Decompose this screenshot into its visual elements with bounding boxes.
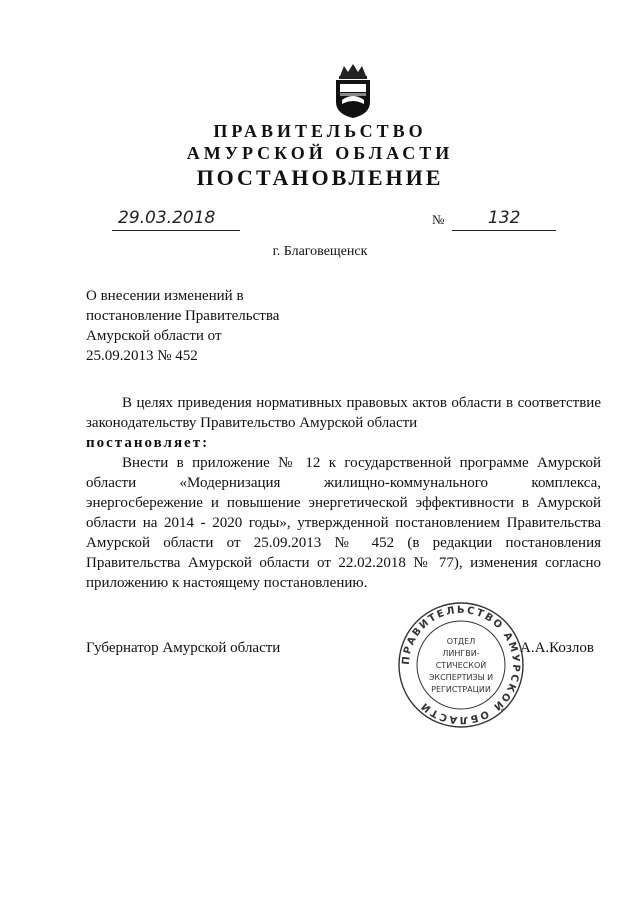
number-label: № [432,212,445,227]
seal-line: ОТДЕЛ [446,637,476,646]
official-seal [396,600,526,730]
city-label: г. Благовещенск [272,244,368,259]
government-title: ПРАВИТЕЛЬСТВО [213,121,427,141]
region-title: АМУРСКОЙ ОБЛАСТИ [186,143,454,163]
seal-line: СТИЧЕСКОЙ [435,661,487,670]
handwritten-number: 132 [488,208,521,228]
handwritten-date: 29.03.2018 [118,208,216,228]
subject-line: О внесении изменений в [86,288,244,304]
subject-line: постановление Правительства [86,308,280,324]
seal-line: ЛИНГВИ- [442,649,480,658]
subject-line: 25.09.2013 № 452 [86,348,198,364]
decree-paragraph: Внести в приложение № 12 к государственной программе Амурской области «Модернизация жилищно-коммунального комплекса, энергосбережение и повышение энергетической эффективности в Амурской области на 2014 - 2020 годы», утвержденной постановлением Правительства Амурской области от 25.09.2013 № 452 (в редакции постановления Правительства Амурской области от 22.02.2018 № 77), изменения согласно приложению к настоящему постановлению. [86,455,601,591]
document-type-title: ПОСТАНОВЛЕНИЕ [196,165,444,190]
document-body [86,393,601,593]
seal-line: РЕГИСТРАЦИИ [431,685,491,694]
signatory-name: А.А.Козлов [520,640,594,656]
signatory-position: Губернатор Амурской области [86,640,281,656]
seal-ring-text: ПРАВИТЕЛЬСТВО АМУРСКОЙ ОБЛАСТИ [400,604,522,726]
number-underline [452,230,556,231]
subject-line: Амурской области от [86,328,222,344]
document-subject [86,286,326,366]
seal-line: ЭКСПЕРТИЗЫ И [428,673,494,682]
decree-word: постановляет: [86,435,210,451]
coat-of-arms-emblem [330,62,376,120]
date-underline [112,230,240,231]
preamble-paragraph: В целях приведения нормативных правовых актов области в соответствие законодательству Правительство Амурской области [86,395,601,431]
